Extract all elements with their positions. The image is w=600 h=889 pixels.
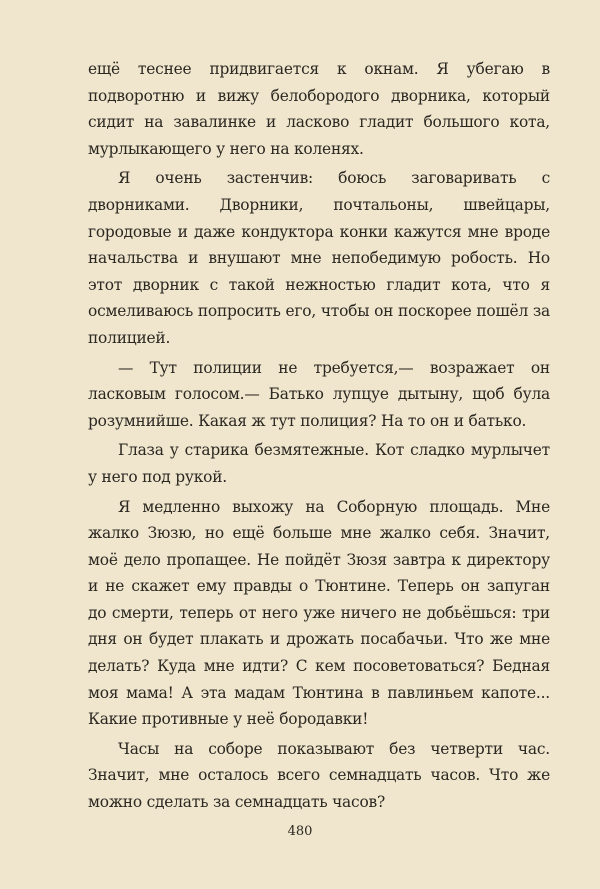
paragraph-3: — Тут полиции не требуется,— возражает он ласковым голосом.— Батько лупцуе дытыну, щоб була розумнийше. Какая ж тут полиция? На то он и батько. [88,358,550,430]
page-number: 480 [287,824,313,839]
body-text [88,56,550,819]
paragraph-5: Я медленно выхожу на Соборную площадь. Мне жалко Зюзю, но ещё больше мне жалко себя. Значит, моё дело пропащее. Не пойдёт Зюзя завтра к директору и не скажет ему правды о Тюнтине. Теперь он запуган до смерти, теперь от него уже ничего не добьёшься: три дня он будет плакать и дрожать посабачьи. Что же мне делать? Куда мне идти? С кем посоветоваться? Бедная моя мама! А эта мадам Тюнтина в павлиньем капоте... Какие противные у неё бородавки! [88,497,550,729]
paragraph-4: Глаза у старика безмятежные. Кот сладко мурлычет у него под рукой. [88,441,550,486]
paragraph-6: Часы на соборе показывают без четверти час. Значит, мне осталось всего семнадцать часов. Что же можно сделать за семнадцать часов? [88,739,550,812]
paragraph-2: Я очень застенчив: боюсь заговаривать с дворниками. Дворники, почтальоны, швейцары, городовые и даже кондуктора конки кажутся мне вроде начальства и внушают мне непобедимую робость. Но этот дворник с такой нежностью гладит кота, что я осмеливаюсь попросить его, чтобы он поскорее пошёл за полицией. [88,169,550,347]
paragraph-1: ещё теснее придвигается к окнам. Я убегаю в подворотню и вижу белобородого дворника, который сидит на завалинке и ласково гладит большого кота, мурлыкающего у него на коленях. [88,60,550,158]
